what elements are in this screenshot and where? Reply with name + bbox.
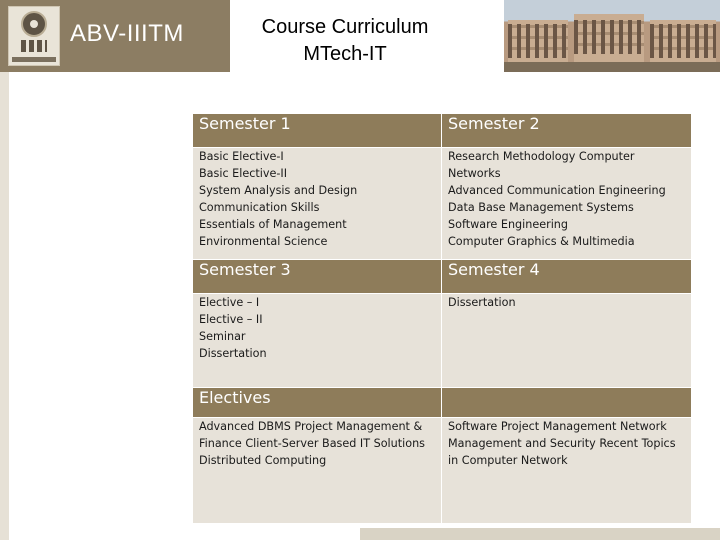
list-item: Computer Graphics & Multimedia [448, 235, 635, 248]
list-item: Communication Skills [199, 201, 320, 214]
semester-1-heading: Semester 1 [193, 114, 442, 148]
table-row [193, 260, 692, 294]
campus-building-photo [504, 0, 720, 72]
electives-heading: Electives [193, 388, 442, 418]
title-line-1: Course Curriculum [261, 16, 429, 38]
list-item: Dissertation [448, 296, 516, 309]
table-row [193, 148, 692, 260]
list-item: Essentials of Management [199, 218, 347, 231]
left-decorative-bar [0, 72, 9, 540]
list-item: Software Engineering [448, 218, 568, 231]
electives-left-list: Advanced DBMS Project Management & Finance Client-Server Based IT Solutions Distributed Computing [193, 418, 442, 524]
list-item: Basic Elective-II [199, 167, 288, 180]
semester-2-heading: Semester 2 [442, 114, 692, 148]
electives-right-list: Software Project Management Network Management and Security Recent Topics in Computer Network [442, 418, 692, 524]
semester-1-courses [193, 148, 442, 260]
brand-name: ABV-IIITM [70, 20, 184, 47]
list-item: Dissertation [199, 347, 267, 360]
semester-4-courses [442, 294, 692, 388]
list-item: Environmental Science [199, 235, 328, 248]
semester-4-heading: Semester 4 [442, 260, 692, 294]
list-item: Seminar [199, 330, 246, 343]
list-item: Elective – I [199, 296, 260, 309]
list-item: Basic Elective-I [199, 150, 284, 163]
list-item: Advanced Communication Engineering [448, 184, 666, 197]
curriculum-table [192, 113, 692, 524]
semester-3-heading: Semester 3 [193, 260, 442, 294]
table-row [193, 114, 692, 148]
list-item: Elective – II [199, 313, 263, 326]
table-row [193, 294, 692, 388]
semester-3-courses [193, 294, 442, 388]
list-item: System Analysis and Design [199, 184, 358, 197]
title-line-2: MTech-IT [303, 43, 387, 65]
table-row [193, 418, 692, 524]
table-row [193, 388, 692, 418]
page-title [230, 14, 460, 68]
electives-heading-blank [442, 388, 692, 418]
bottom-decorative-bar [360, 528, 720, 540]
semester-2-courses [442, 148, 692, 260]
institute-emblem-icon [8, 6, 60, 66]
list-item: Research Methodology Computer Networks [448, 150, 635, 180]
header-logo-block [0, 0, 230, 72]
list-item: Data Base Management Systems [448, 201, 634, 214]
